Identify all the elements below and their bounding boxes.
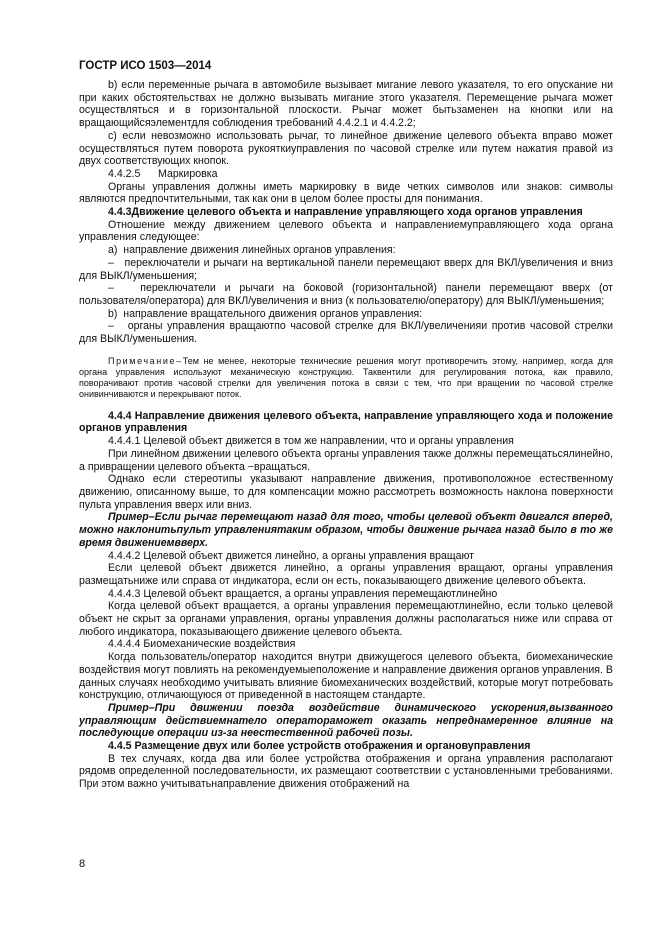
list-item: – органы управления вращаютпо часовой стрелке для ВКЛ/увеличенияи против часовой стрелки для ВЫКЛ/уменьшения. bbox=[79, 320, 616, 346]
paragraph: Отношение между движением целевого объекта и направлениемуправляющего хода органа управления следующее: bbox=[79, 218, 613, 244]
subsection-heading: 4.4.2.5 Маркировка bbox=[108, 167, 218, 180]
list-item: b) направление вращательного движения органов управления: bbox=[108, 307, 423, 320]
paragraph: Когда целевой объект вращается, а органы управления перемещаютлинейно, если только целевой объект не скрыт за органами управления, органы управления должны располагаться ниже или справа от любого индикатора, показывающего движение целевого объекта. bbox=[79, 600, 613, 638]
list-item: а) направление движения линейных органов управления: bbox=[108, 244, 396, 257]
note-text: Тем не менее, некоторые технические решения могут противоречить этому, например, когда для органа управления используют механическую конструкцию. Таквентили для регулирования потока, как правило, поворачивают против часовой стрелки для увеличения потока в связи с тем, что при вращении по часовой стрелке онивинчиваются и перекрывают поток. bbox=[79, 355, 613, 399]
paragraph: В тех случаях, когда два или более устройства отображения и органа управления располагают рядомв определенной последовательности, их размещают соответствии с установленными требованиями. При этом важно учитыватьнаправление движения отображений на bbox=[79, 752, 613, 791]
section-heading: 4.4.4 Направление движения целевого объекта, направление управляющего хода и положение органов управления bbox=[79, 409, 613, 435]
page-number: 8 bbox=[79, 858, 86, 870]
section-heading: 4.4.3Движение целевого объекта и направление управляющего хода органов управления bbox=[108, 206, 583, 219]
paragraph: Однако если стереотипы указывают направление движения, противоположное естественному движению, описанному выше, то для компенсации можно рассмотреть возможность наклона поверхности пульта управления вверх или вниз. bbox=[79, 473, 613, 511]
note bbox=[79, 356, 613, 400]
example: Пример–Если рычаг перемещают назад для того, чтобы целевой объект двигался вперед, можно наклонитьпульт управлениятаким образом, чтобы движение рычага назад было в то же время движениемвверх. bbox=[79, 511, 613, 549]
section-heading: 4.4.5 Размещение двух или более устройств отображения и органовуправления bbox=[108, 740, 531, 753]
paragraph: Если целевой объект движется линейно, а органы управления вращают, органы управления размещатьниже или справа от индикатора, если он есть, показывающего движение целевого объекта. bbox=[79, 562, 613, 587]
subsection-heading: 4.4.4.1 Целевой объект движется в том же направлении, что и органы управления bbox=[108, 435, 514, 448]
note-label: Примечание– bbox=[108, 355, 183, 366]
list-item: – переключатели и рычаги на боковой (горизонтальной) панели перемещают вверх (от пользователя/оператора) для ВКЛ/увеличения и вниз (к пользователю/оператору) для ВЫКЛ/уменьшения; bbox=[79, 282, 616, 307]
paragraph: b) если переменные рычага в автомобиле вызывает мигание левого указателя, то его опускание ни при каких обстоятельствах не должно вызывать мигание этого указателя. Перемещение рычага может осуществляться и в горизонтальной плоскости. Рычаг может бытьзаменен на кнопки или на вращающийсяэлементдля соблюдения требований 4.4.2.1 и 4.4.2.2; bbox=[79, 79, 613, 130]
subsection-heading: 4.4.4.4 Биомеханические воздействия bbox=[108, 638, 296, 651]
paragraph: с) если невозможно использовать рычаг, то линейное движение целевого объекта вправо может осуществляться путем поворота рукояткиуправления по часовой стрелке или путем нажатия правой из двух соответствующих кнопок. bbox=[79, 129, 613, 168]
paragraph: При линейном движении целевого объекта органы управления также должны перемещатьсялинейно, а привращении целевого объекта −вращаться. bbox=[79, 447, 613, 473]
list-item: – переключатели и рычаги на вертикальной панели перемещают вверх для ВКЛ/увеличения и вниз для ВЫКЛ/уменьшения; bbox=[79, 256, 616, 282]
paragraph: Когда пользователь/оператор находится внутри движущегося целевого объекта, биомеханические воздействия могут повлиять на рекомендуемыеположение и направление движения органов управления. В данных случаях необходимо учитывать влияние биомеханических воздействий, которые могут потребовать конструкцию, отличающуюся от приведенной в настоящем стандарте. bbox=[79, 651, 613, 702]
paragraph: Органы управления должны иметь маркировку в виде четких символов или знаков: символы являются предпочтительными, так как они в целом более просты для понимания. bbox=[79, 180, 613, 206]
subsection-heading: 4.4.4.3 Целевой объект вращается, а органы управления перемещаютлинейно bbox=[108, 587, 498, 600]
example: Пример–При движении поезда воздействие динамического ускорения,вызванного управляющим действиемнатело оператораможет оказать непреднамеренное влияние на последующие операции из-за неестественной рабочей позы. bbox=[79, 701, 613, 740]
subsection-heading: 4.4.4.2 Целевой объект движется линейно, а органы управления вращают bbox=[108, 549, 475, 562]
page-header: ГОСТР ИСО 1503—2014 bbox=[79, 60, 212, 72]
document-body bbox=[79, 79, 616, 791]
